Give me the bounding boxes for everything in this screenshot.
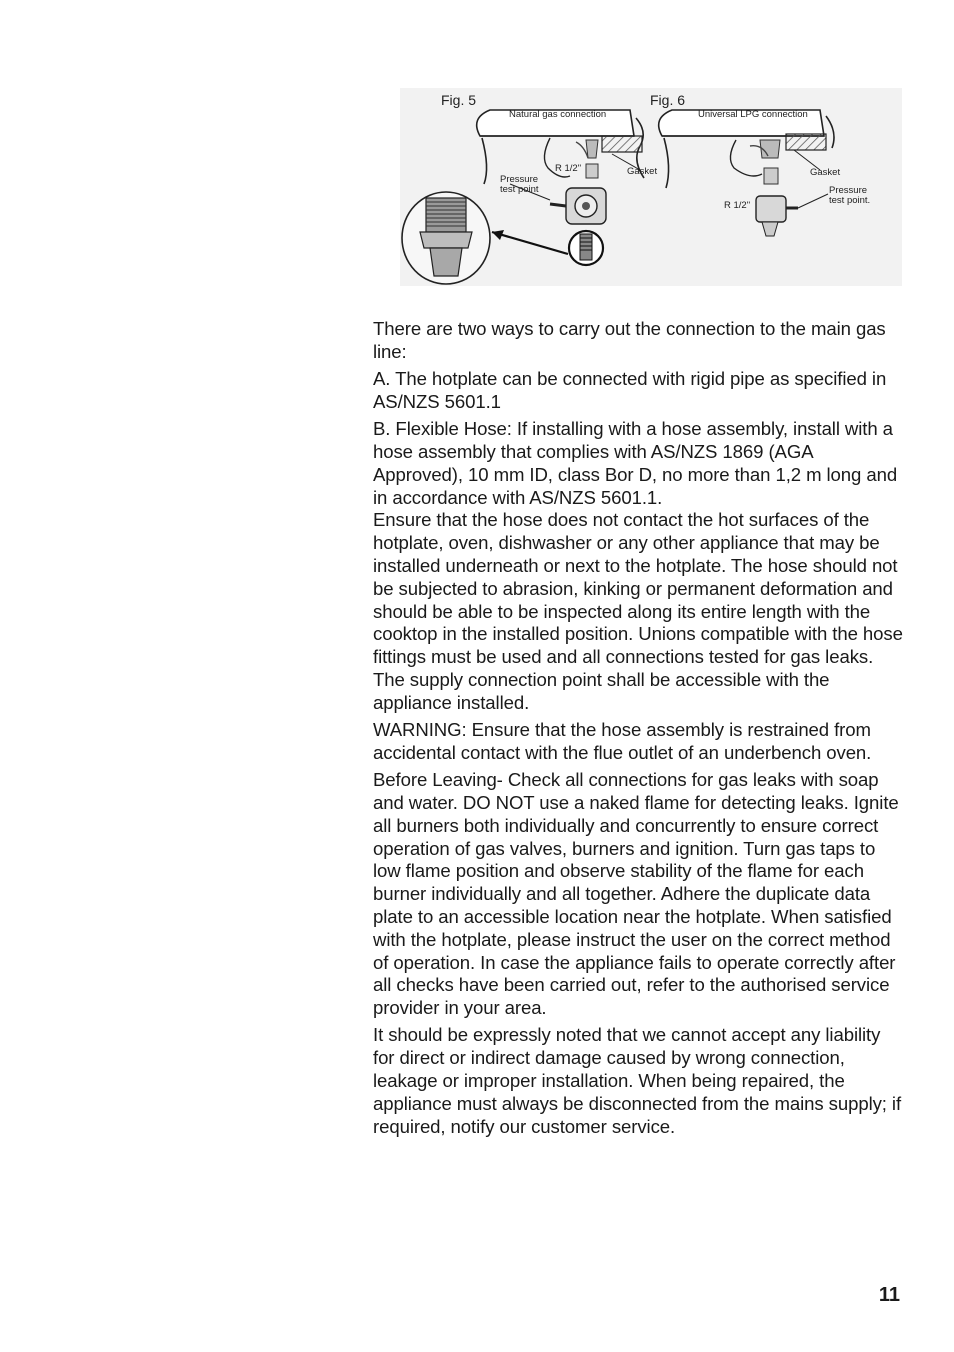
connection-figures — [400, 88, 902, 286]
fig6-title: Universal LPG connection — [698, 109, 808, 120]
option-a-paragraph: A. The hotplate can be connected with rigid pipe as specified in AS/NZS 5601.1 — [373, 368, 887, 412]
fig5-pressure-label: Pressure test point — [500, 174, 539, 195]
liability-paragraph: It should be expressly noted that we cannot accept any liability for direct or indirect damage caused by wrong connection, leakage or improper installation. When being repaired, the appliance must always be disconnected from the mains supply; if required, notify our customer service. — [373, 1024, 902, 1137]
fig5-label: Fig. 5 — [441, 92, 477, 108]
fig5-thread-label: R 1/2" — [555, 163, 582, 174]
option-b-paragraph: B. Flexible Hose: If installing with a hose assembly, install with a hose assembly that complies with AS/NZS 1869 (AGA Approved), 10 mm ID, class Bor D, no more than 1,2 m long and in accordance with AS/NZS 5601.1. Ensure that the hose does not contact the hot surfaces of the hotplate, oven, dishwasher or any other appliance that may be installed underneath or next to the hotplate. The hose should not be subjected to abrasion, kinking or permanent deformation and should be able to be inspected along its entire length with the cooktop in the installed position. Unions compatible with the hose fittings must be used and all connections tested for gas leaks. The supply connection point shall be accessible with the appliance installed. — [373, 418, 903, 713]
intro-paragraph: There are two ways to carry out the connection to the main gas line: — [373, 318, 886, 362]
page-number: 11 — [878, 1284, 900, 1306]
connection-diagram — [400, 88, 902, 286]
fig5-gasket-label: Gasket — [627, 166, 658, 177]
instructions-text — [373, 318, 905, 1143]
before-leaving-paragraph: Before Leaving- Check all connections for gas leaks with soap and water. DO NOT use a naked flame for detecting leaks. Ignite all burners both individually and concurrently to ensure correct operation of gas valves, burners and ignition. Turn gas taps to low flame position and observe stability of the flame for each burner individually and all together. Adhere the duplicate data plate to an accessible location near the hotplate. When satisfied with the hotplate, please instruct the user on the correct method of operation. In case the appliance fails to operate correctly after all checks have been carried out, refer to the authorised service provider in your area. — [373, 769, 899, 1019]
fig6-gasket-label: Gasket — [810, 167, 841, 178]
fig6-thread-label: R 1/2" — [724, 200, 751, 211]
fig6-label: Fig. 6 — [650, 92, 686, 108]
warning-paragraph: WARNING: Ensure that the hose assembly is restrained from accidental contact with the flue outlet of an underbench oven. — [373, 719, 872, 763]
fig6-pressure-label: Pressure test point. — [829, 185, 871, 206]
fig5-title: Natural gas connection — [509, 109, 607, 120]
